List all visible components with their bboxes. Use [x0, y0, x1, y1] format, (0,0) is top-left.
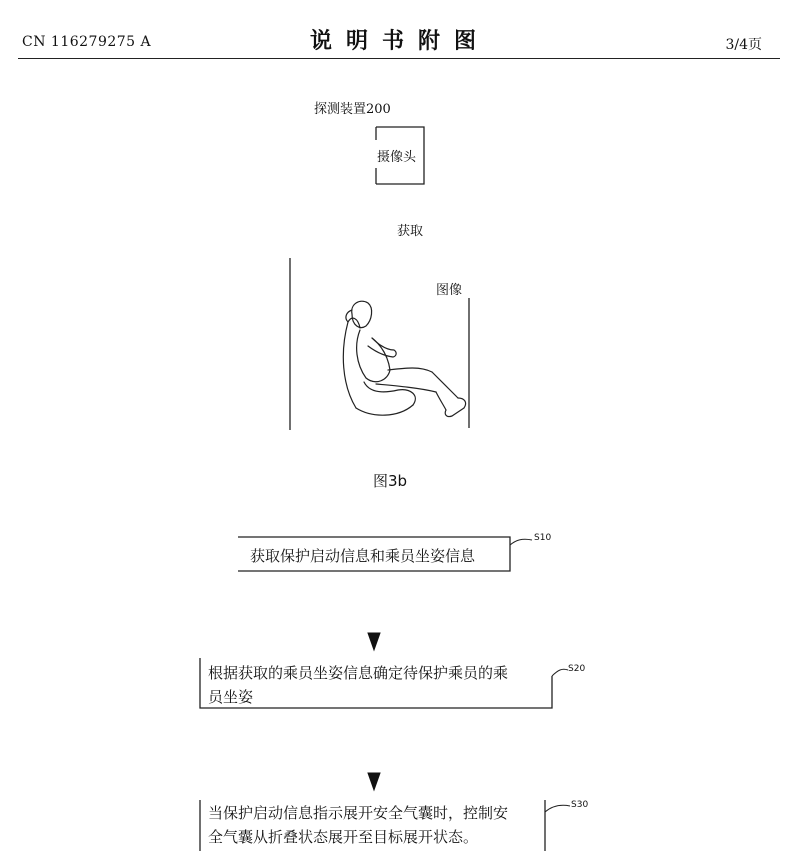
publication-number: CN 116279275 A — [22, 34, 152, 50]
flow-step-3-text: 当保护启动信息指示展开安全气囊时，控制安 — [208, 804, 509, 822]
acquire-label: 获取 — [397, 224, 424, 239]
camera-box — [376, 127, 424, 184]
flow-step-2-text-line2: 员坐姿 — [208, 688, 254, 706]
flow-step-1-leader — [510, 539, 532, 545]
page-title: 说明书附图 — [309, 28, 490, 54]
flow-step-3-text-line2: 全气囊从折叠状态展开至目标展开状态。 — [208, 828, 479, 846]
flow-step-2-label: S20 — [568, 664, 586, 674]
page-number: 3/4页 — [725, 37, 762, 53]
flow-step-2-leader — [552, 669, 568, 676]
flow-arrow-2 — [368, 773, 380, 790]
flow-step-2-text: 根据获取的乘员坐姿信息确定待保护乘员的乘 — [208, 664, 509, 682]
flow-step-3-label: S30 — [571, 800, 589, 810]
figure-caption: 图3b — [373, 472, 408, 490]
flow-step-3-leader — [545, 805, 570, 812]
device-label: 探测装置200 — [314, 102, 391, 117]
flow-step-1-label: S10 — [534, 533, 552, 543]
flow-step-1-text: 获取保护启动信息和乘员坐姿信息 — [250, 547, 476, 565]
flow-arrow-1 — [368, 633, 380, 650]
image-label: 图像 — [436, 283, 463, 298]
camera-label: 摄像头 — [377, 150, 417, 165]
occupant-illustration — [343, 301, 465, 416]
